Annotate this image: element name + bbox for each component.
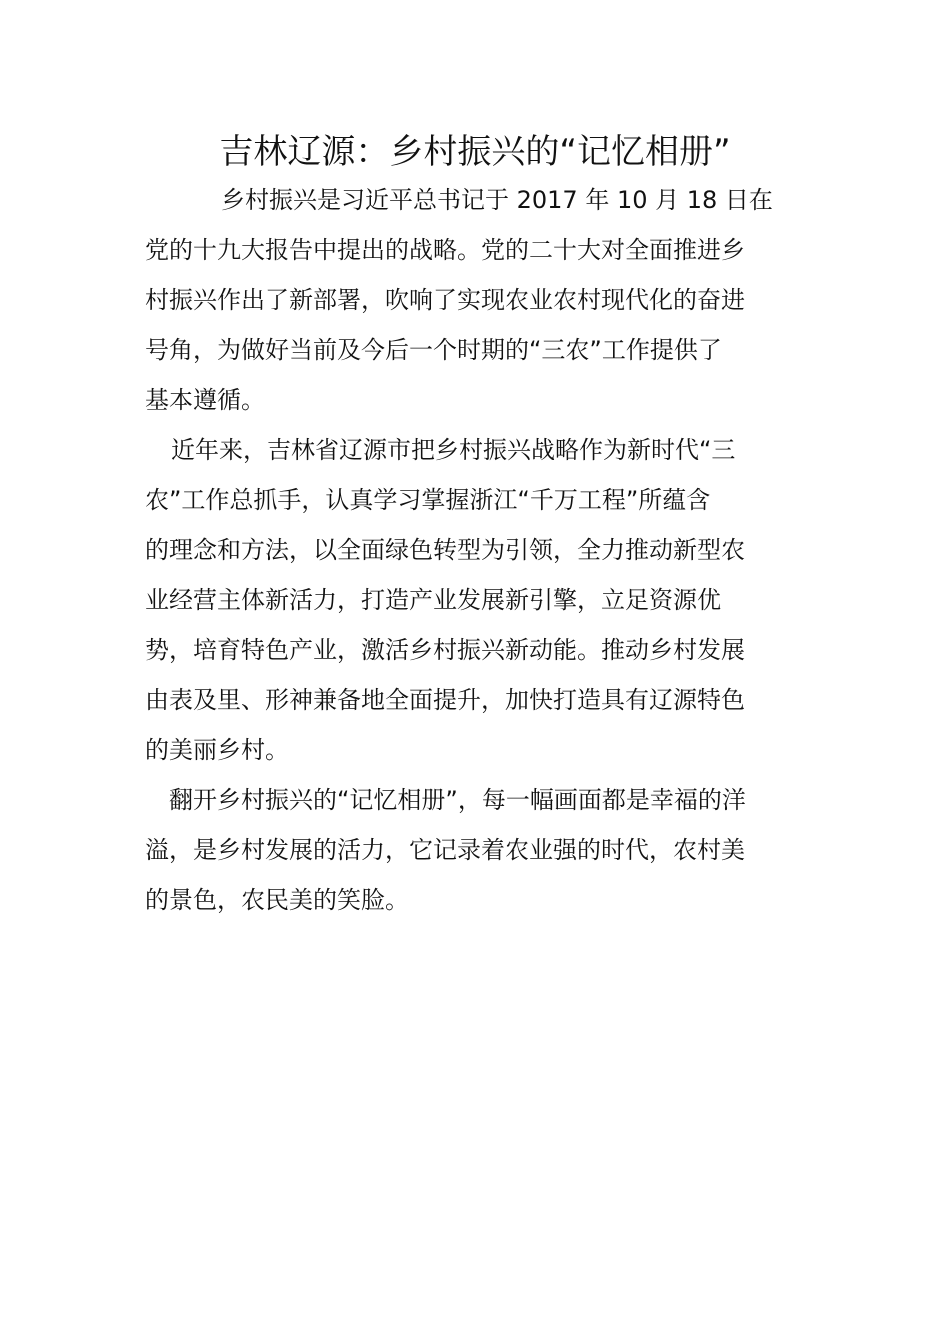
paragraph-2 xyxy=(145,425,810,775)
paragraph-line: 基本遵循。 xyxy=(145,386,265,414)
paragraph-line: 的景色，农民美的笑脸。 xyxy=(145,886,409,914)
paragraph-line: 乡村振兴是习近平总书记于 2017 年 10 月 18 日在 xyxy=(221,186,773,214)
paragraph-line: 势，培育特色产业，激活乡村振兴新动能。推动乡村发展 xyxy=(145,636,745,664)
paragraph-line: 农”工作总抓手，认真学习掌握浙江“千万工程”所蕴含 xyxy=(145,486,711,514)
paragraph-1 xyxy=(145,175,810,425)
paragraph-line: 由表及里、形神兼备地全面提升，加快打造具有辽源特色 xyxy=(145,686,745,714)
paragraph-line: 号角，为做好当前及今后一个时期的“三农”工作提供了 xyxy=(145,336,722,364)
paragraph-line: 村振兴作出了新部署，吹响了实现农业农村现代化的奋进 xyxy=(145,286,745,314)
document-title: 吉林辽源：乡村振兴的“记忆相册” xyxy=(219,132,731,172)
paragraph-3 xyxy=(145,775,810,925)
paragraph-line: 溢，是乡村发展的活力，它记录着农业强的时代，农村美 xyxy=(145,836,745,864)
paragraph-line: 党的十九大报告中提出的战略。党的二十大对全面推进乡 xyxy=(145,236,745,264)
paragraph-line: 的理念和方法，以全面绿色转型为引领，全力推动新型农 xyxy=(145,536,745,564)
paragraph-line: 的美丽乡村。 xyxy=(145,736,289,764)
paragraph-line: 近年来，吉林省辽源市把乡村振兴战略作为新时代“三 xyxy=(171,436,736,464)
paragraph-line: 翻开乡村振兴的“记忆相册”，每一幅画面都是幸福的洋 xyxy=(169,786,746,814)
paragraph-line: 业经营主体新活力，打造产业发展新引擎，立足资源优 xyxy=(145,586,721,614)
